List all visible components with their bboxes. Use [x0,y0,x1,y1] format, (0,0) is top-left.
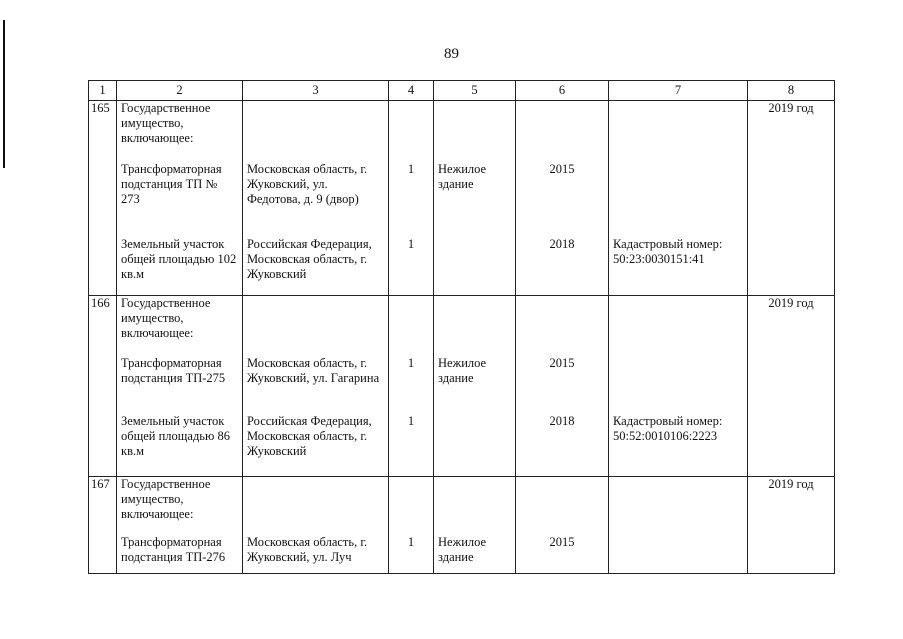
column-header: 2 [117,81,243,101]
item-name: Трансформаторная подстанция ТП-276 [121,535,226,564]
type-cell [434,477,516,574]
property-registry-table [88,80,835,574]
group-title: Государственное имущество, включающее: [121,296,211,340]
year-cell [516,477,609,574]
address-cell [243,477,389,574]
note-cell [609,477,748,574]
address: Московская область, г. Жуковский, ул. Гагарина [247,356,380,385]
transfer-year: 2019 год [748,477,835,574]
year-cell [516,296,609,477]
cadastral-number: Кадастровый номер: 50:23:0030151:41 [613,237,723,266]
group-title: Государственное имущество, включающее: [121,101,211,145]
table-row [89,296,835,477]
quantity: 1 [407,356,415,370]
group-title: Государственное имущество, включающее: [121,477,211,521]
column-header: 6 [516,81,609,101]
quantity-cell [389,296,434,477]
quantity: 1 [407,162,415,176]
address-cell [243,101,389,296]
page-number: 89 [444,46,459,62]
quantity-cell [389,101,434,296]
row-number: 167 [89,477,117,574]
item-name: Трансформаторная подстанция ТП-275 [121,356,226,385]
column-header: 5 [434,81,516,101]
year: 2018 [549,237,575,251]
transfer-year: 2019 год [748,296,835,477]
row-number: 165 [89,101,117,296]
item-name-cell [117,477,243,574]
type-cell [434,101,516,296]
quantity-cell [389,477,434,574]
binding-margin-line [3,20,5,168]
type-cell [434,296,516,477]
object-type: Нежилое здание [438,356,487,385]
cadastral-number: Кадастровый номер: 50:52:0010106:2223 [613,414,723,443]
year: 2015 [549,535,575,549]
address: Российская Федерация, Московская область, г. Жуковский [247,414,372,458]
address: Российская Федерация, Московская область, г. Жуковский [247,237,372,281]
item-name: Земельный участок общей площадью 102 кв.м [121,237,237,281]
item-name-cell [117,296,243,477]
quantity: 1 [407,237,415,251]
quantity: 1 [407,535,415,549]
year: 2015 [549,162,575,176]
table-row [89,101,835,296]
column-header: 1 [89,81,117,101]
transfer-year: 2019 год [748,101,835,296]
address-cell [243,296,389,477]
year-cell [516,101,609,296]
note-cell [609,101,748,296]
address: Московская область, г. Жуковский, ул. Федотова, д. 9 (двор) [247,162,368,206]
item-name: Земельный участок общей площадью 86 кв.м [121,414,230,458]
column-header: 4 [389,81,434,101]
table-row [89,477,835,574]
column-header: 8 [748,81,835,101]
address: Московская область, г. Жуковский, ул. Луч [247,535,368,564]
quantity: 1 [407,414,415,428]
item-name-cell [117,101,243,296]
row-number: 166 [89,296,117,477]
column-header: 7 [609,81,748,101]
object-type: Нежилое здание [438,535,487,564]
year: 2018 [549,414,575,428]
note-cell [609,296,748,477]
column-number-row [89,81,835,101]
object-type: Нежилое здание [438,162,487,191]
column-header: 3 [243,81,389,101]
year: 2015 [549,356,575,370]
item-name: Трансформаторная подстанция ТП № 273 [121,162,222,206]
